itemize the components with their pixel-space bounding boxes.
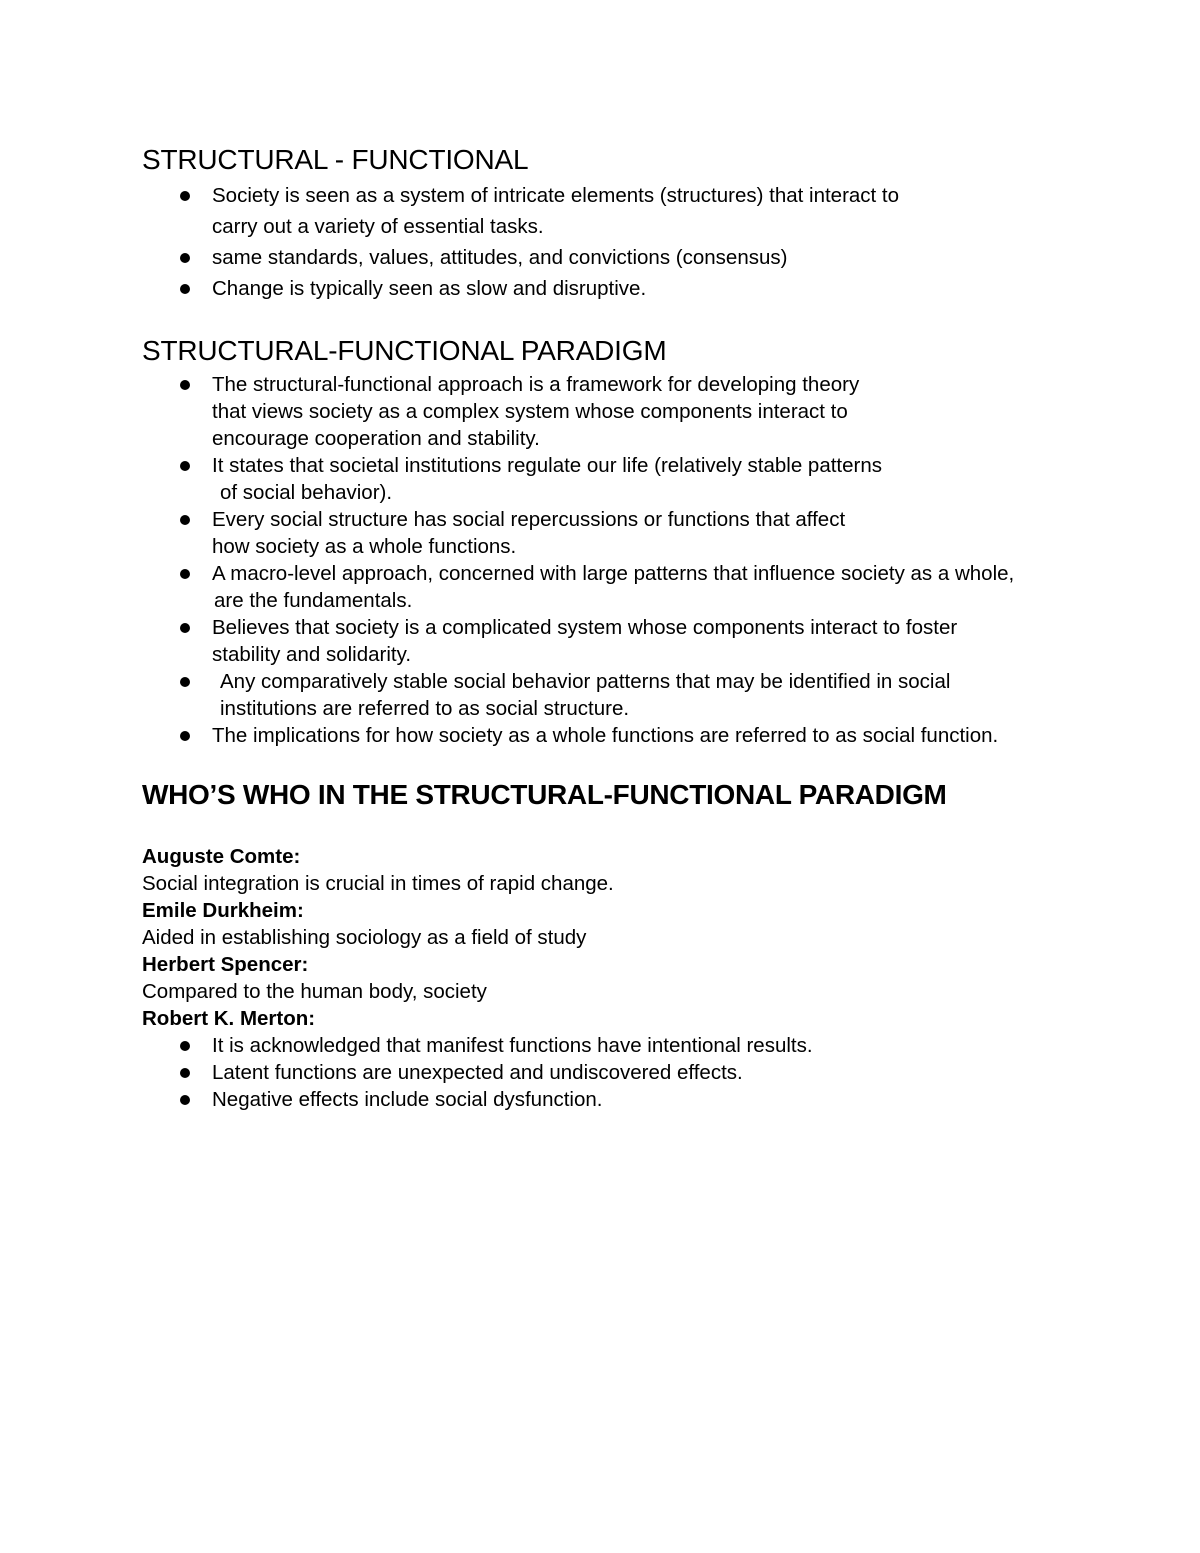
bullet-icon <box>180 461 190 471</box>
bullet-icon <box>180 515 190 525</box>
bullet-icon <box>180 1041 190 1051</box>
bullet-icon <box>180 191 190 201</box>
list-item-text: Any comparatively stable social behavior patterns that may be identified in social <box>220 670 951 693</box>
list-item <box>142 1086 1142 1113</box>
list-item-text: how society as a whole functions. <box>212 535 517 558</box>
list-item-text: of social behavior). <box>220 481 393 504</box>
list-item-text: Change is typically seen as slow and disruptive. <box>212 277 647 300</box>
bullet-icon <box>180 569 190 579</box>
person-name: Herbert Spencer: <box>142 953 309 976</box>
list-item <box>142 180 1142 242</box>
list-item-text: carry out a variety of essential tasks. <box>212 215 544 238</box>
list-item <box>142 722 1142 749</box>
list-item-text: Society is seen as a system of intricate elements (structures) that interact to <box>212 184 900 207</box>
section-heading-paradigm: STRUCTURAL-FUNCTIONAL PARADIGM <box>142 335 667 366</box>
bullet-icon <box>180 253 190 263</box>
section-heading-structural-functional: STRUCTURAL - FUNCTIONAL <box>142 144 529 175</box>
person-name: Emile Durkheim: <box>142 899 304 922</box>
spacer <box>142 749 1142 775</box>
section2-bullet-list <box>142 371 1142 749</box>
bullet-icon <box>180 380 190 390</box>
list-item-text: stability and solidarity. <box>212 643 412 666</box>
person-entry <box>142 843 1142 897</box>
list-item-text: It states that societal institutions regulate our life (relatively stable patterns <box>212 454 883 477</box>
list-item-text: Every social structure has social repercussions or functions that affect <box>212 508 846 531</box>
bullet-icon <box>180 1068 190 1078</box>
bullet-icon <box>180 623 190 633</box>
list-item-text: encourage cooperation and stability. <box>212 427 540 450</box>
person-entry <box>142 897 1142 951</box>
section1-bullet-list <box>142 180 1142 304</box>
bullet-icon <box>180 731 190 741</box>
list-item <box>142 668 1142 722</box>
list-item <box>142 560 1142 614</box>
list-item-text: are the fundamentals. <box>214 589 413 612</box>
list-item-text: It is acknowledged that manifest functions have intentional results. <box>212 1034 813 1057</box>
list-item <box>142 614 1142 668</box>
list-item <box>142 506 1142 560</box>
list-item <box>142 242 1142 273</box>
list-item-text: Believes that society is a complicated system whose components interact to foster <box>212 616 958 639</box>
document-content <box>142 140 1142 1113</box>
bullet-icon <box>180 284 190 294</box>
person-description: Social integration is crucial in times of rapid change. <box>142 872 614 895</box>
list-item-text: The implications for how society as a whole functions are referred to as social function. <box>212 724 999 747</box>
list-item <box>142 1059 1142 1086</box>
list-item-text: institutions are referred to as social structure. <box>220 697 630 720</box>
list-item-text: that views society as a complex system whose components interact to <box>212 400 848 423</box>
bullet-icon <box>180 677 190 687</box>
list-item-text: same standards, values, attitudes, and convictions (consensus) <box>212 246 788 269</box>
person-name: Robert K. Merton: <box>142 1007 316 1030</box>
bullet-icon <box>180 1095 190 1105</box>
spacer <box>142 815 1142 843</box>
list-item-text: A macro-level approach, concerned with large patterns that influence society as a whole, <box>212 562 1015 585</box>
person-description: Aided in establishing sociology as a field of study <box>142 926 587 949</box>
list-item-text: Negative effects include social dysfunction. <box>212 1088 603 1111</box>
list-item <box>142 371 1142 452</box>
person-description: Compared to the human body, society <box>142 980 487 1003</box>
list-item <box>142 273 1142 304</box>
section-heading-whos-who: WHO’S WHO IN THE STRUCTURAL-FUNCTIONAL PARADIGM <box>142 779 947 810</box>
spacer <box>142 304 1142 331</box>
list-item <box>142 452 1142 506</box>
person-entry <box>142 1005 1142 1113</box>
person-entry <box>142 951 1142 1005</box>
person-name: Auguste Comte: <box>142 845 301 868</box>
list-item-text: The structural-functional approach is a framework for developing theory <box>212 373 860 396</box>
list-item <box>142 1032 1142 1059</box>
list-item-text: Latent functions are unexpected and undiscovered effects. <box>212 1061 743 1084</box>
merton-bullet-list <box>142 1032 1142 1113</box>
